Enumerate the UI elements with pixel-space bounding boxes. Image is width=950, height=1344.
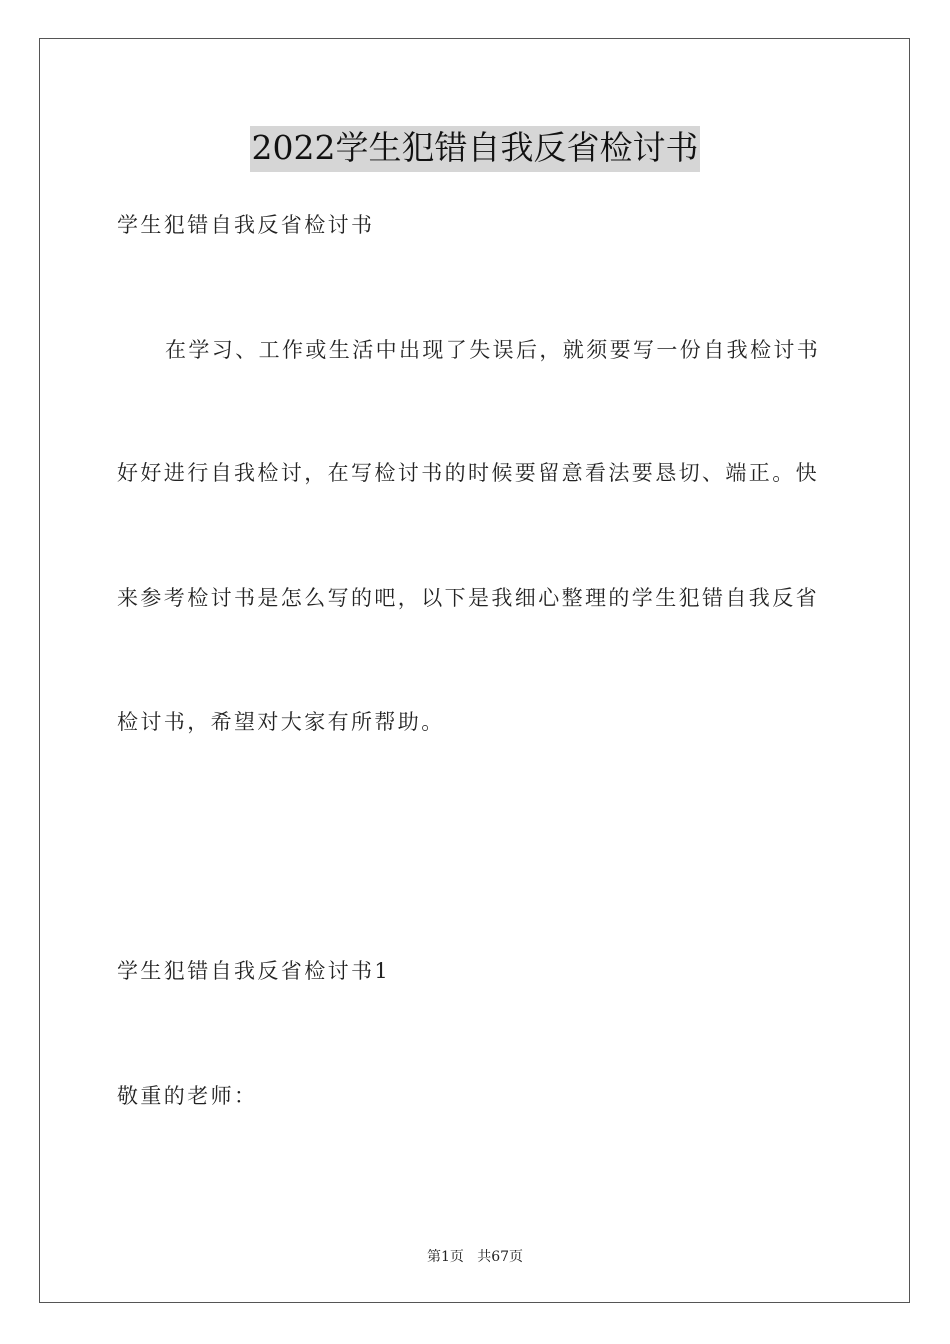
intro-line-3: 来参考检讨书是怎么写的吧，以下是我细心整理的学生犯错自我反省 — [117, 586, 819, 610]
intro-line-1: 在学习、工作或生活中出现了失误后，就须要写一份自我检讨书 — [165, 338, 821, 362]
page-number-footer: 第1页 共67页 — [426, 1249, 524, 1265]
document-title-text: 2022学生犯错自我反省检讨书 — [250, 126, 701, 172]
intro-line-2: 好好进行自我检讨，在写检讨书的时候要留意看法要恳切、端正。快 — [117, 461, 819, 485]
salutation: 敬重的老师： — [117, 1084, 258, 1108]
document-subtitle: 学生犯错自我反省检讨书 — [117, 213, 375, 237]
intro-line-4: 检讨书，希望对大家有所帮助。 — [117, 710, 445, 734]
document-title — [0, 126, 950, 172]
section-heading: 学生犯错自我反省检讨书1 — [117, 959, 391, 983]
